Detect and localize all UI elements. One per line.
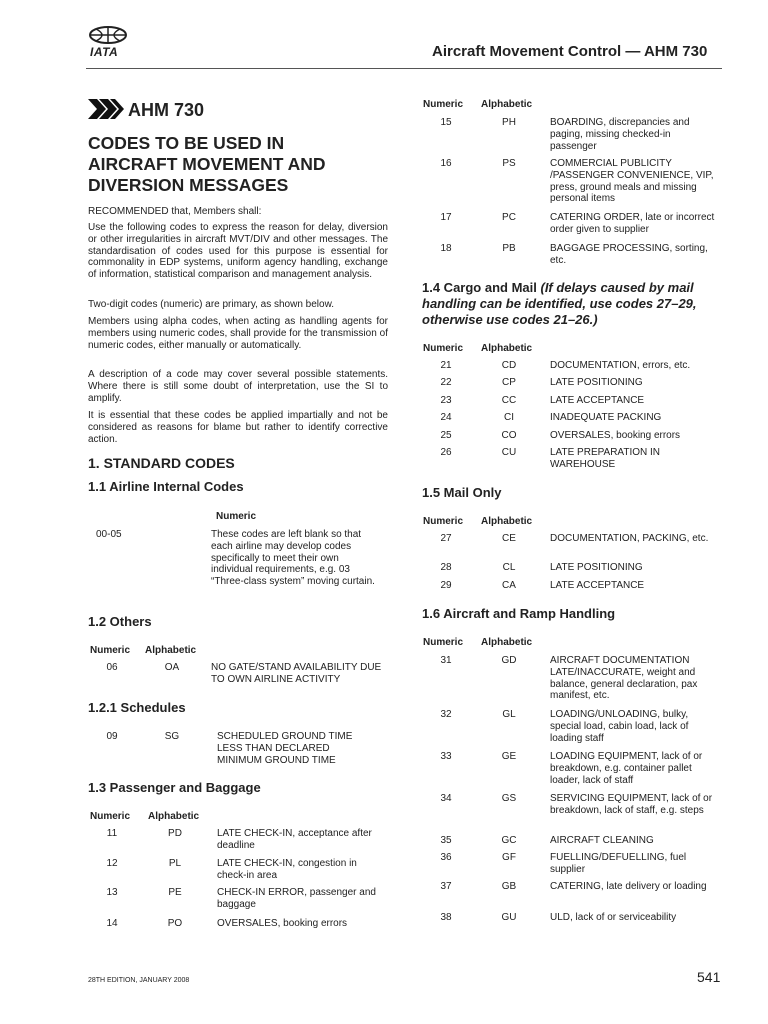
code-description: LATE POSITIONING	[550, 377, 643, 388]
code-numeric: 29	[440, 580, 452, 591]
header-divider	[86, 68, 722, 69]
title-line: CODES TO BE USED IN	[88, 133, 285, 153]
code-alphabetic: GF	[502, 852, 516, 863]
code-description: SCHEDULED GROUND TIME LESS THAN DECLARED MINIMUM GROUND TIME	[217, 731, 353, 766]
column-header-alphabetic: Alphabetic	[481, 343, 533, 354]
code-description: LATE ACCEPTANCE	[550, 580, 645, 591]
code-alphabetic: PE	[168, 887, 182, 898]
code-numeric: 24	[440, 412, 452, 423]
code-description: FUELLING/DEFUELLING, fuel supplier	[550, 852, 687, 875]
page-number: 541	[697, 969, 721, 985]
page-title	[88, 133, 388, 196]
code-numeric: 14	[106, 918, 118, 929]
subsection-heading: 1.2.1 Schedules	[88, 700, 186, 715]
code-numeric: 34	[440, 793, 452, 804]
code-alphabetic: CC	[501, 395, 517, 406]
globe-icon	[86, 26, 136, 46]
code-alphabetic: CO	[501, 430, 517, 441]
code-numeric: 09	[106, 731, 118, 742]
code-alphabetic: PH	[502, 117, 516, 128]
code-alphabetic: GE	[501, 751, 517, 762]
code-description: LATE PREPARATION IN WAREHOUSE	[550, 447, 661, 470]
paragraph: RECOMMENDED that, Members shall:	[88, 206, 262, 217]
column-header-numeric: Numeric	[216, 511, 257, 522]
code-alphabetic: GD	[501, 655, 517, 666]
code-alphabetic: GB	[501, 881, 517, 892]
code-numeric: 18	[440, 243, 452, 254]
code-numeric: 32	[440, 709, 452, 720]
code-numeric: 13	[106, 887, 118, 898]
code-alphabetic: PL	[168, 858, 182, 869]
code-description: BOARDING, discrepancies and paging, missing checked-in passenger	[550, 117, 690, 152]
paragraph: A description of a code may cover several possible statements. Where there is still some doubt of interpretation, use the SI to amplify.	[88, 369, 388, 404]
code-alphabetic: CE	[502, 533, 516, 544]
code-numeric: 12	[106, 858, 118, 869]
iata-logo	[86, 26, 136, 60]
code-numeric: 28	[440, 562, 452, 573]
code-numeric: 38	[440, 912, 452, 923]
code-description: CATERING, late delivery or loading	[550, 881, 707, 892]
code-alphabetic: CL	[502, 562, 516, 573]
column-header-numeric: Numeric	[423, 516, 464, 527]
code-numeric: 17	[440, 212, 452, 223]
code-alphabetic: CI	[504, 412, 514, 423]
code-numeric: 36	[440, 852, 452, 863]
code-alphabetic: PC	[502, 212, 516, 223]
subsection-note: (If delays caused by mail handling can be identified, use codes 27–29, otherwise use codes 21–26.)	[422, 280, 697, 327]
code-alphabetic: PB	[502, 243, 516, 254]
logo-text: IATA	[90, 45, 119, 59]
code-alphabetic: GU	[501, 912, 517, 923]
code-numeric: 23	[440, 395, 452, 406]
code-description: LATE ACCEPTANCE	[550, 395, 645, 406]
code-numeric: 31	[440, 655, 452, 666]
title-line: AIRCRAFT MOVEMENT AND	[88, 154, 326, 174]
code-alphabetic: PS	[502, 158, 516, 169]
column-header-numeric: Numeric	[423, 99, 464, 110]
code-alphabetic: CA	[502, 580, 516, 591]
code-numeric: 06	[106, 662, 118, 673]
paragraph: Members using alpha codes, when acting as handling agents for members using numeric codes, shall provide for the transmission of numeric codes, either manually or automatically.	[88, 316, 388, 351]
code-numeric: 37	[440, 881, 452, 892]
code-numeric: 00-05	[96, 529, 122, 540]
code-description: LATE POSITIONING	[550, 562, 643, 573]
chevron-arrows-icon	[88, 99, 126, 119]
code-description: ULD, lack of or serviceability	[550, 912, 677, 923]
code-description: INADEQUATE PACKING	[550, 412, 662, 423]
code-alphabetic: OA	[164, 662, 180, 673]
subsection-heading: 1.2 Others	[88, 614, 152, 629]
column-header-numeric: Numeric	[423, 637, 464, 648]
subsection-heading	[422, 280, 722, 328]
title-line: DIVERSION MESSAGES	[88, 175, 289, 195]
code-alphabetic: GS	[501, 793, 517, 804]
code-description: OVERSALES, booking errors	[217, 918, 348, 929]
code-description: LOADING EQUIPMENT, lack of or breakdown, e.g. container pallet loader, lack of staff	[550, 751, 703, 786]
column-header-numeric: Numeric	[423, 343, 464, 354]
code-numeric: 21	[440, 360, 452, 371]
code-alphabetic: CP	[502, 377, 516, 388]
column-header-alphabetic: Alphabetic	[148, 811, 200, 822]
code-description: These codes are left blank so that each airline may develop codes specifically to meet their own individual requirements, e.g. 03 “Three-class system” moving curtain.	[211, 529, 375, 588]
column-header-alphabetic: Alphabetic	[481, 516, 533, 527]
code-numeric: 35	[440, 835, 452, 846]
code-description: COMMERCIAL PUBLICITY /PASSENGER CONVENIENCE, VIP, press, ground meals and missing personal items	[550, 158, 714, 205]
code-numeric: 15	[440, 117, 452, 128]
code-description: SERVICING EQUIPMENT, lack of or breakdown, lack of staff, e.g. steps	[550, 793, 713, 816]
subsection-heading: 1.6 Aircraft and Ramp Handling	[422, 606, 616, 621]
paragraph: Use the following codes to express the reason for delay, diversion or other irregularities in aircraft MVT/DIV and other messages. The standardisation of codes used for this purpose is essential for commonality in EDP systems, uniform agency handling, exchange of information, statistical comparison and management analysis.	[88, 222, 388, 281]
code-numeric: 11	[106, 828, 118, 839]
code-alphabetic: CD	[501, 360, 517, 371]
code-alphabetic: GL	[502, 709, 516, 720]
subsection-heading: 1.3 Passenger and Baggage	[88, 780, 261, 795]
code-alphabetic: CU	[501, 447, 517, 458]
code-description: DOCUMENTATION, errors, etc.	[550, 360, 691, 371]
code-numeric: 33	[440, 751, 452, 762]
column-header-numeric: Numeric	[90, 645, 131, 656]
code-numeric: 22	[440, 377, 452, 388]
code-alphabetic: PO	[167, 918, 183, 929]
paragraph: It is essential that these codes be applied impartially and not be considered as reasons for blame but rather to identify corrective action.	[88, 410, 388, 445]
section-heading: 1. STANDARD CODES	[88, 455, 235, 471]
code-numeric: 27	[440, 533, 452, 544]
code-description: CHECK-IN ERROR, passenger and baggage	[217, 887, 376, 910]
column-header-numeric: Numeric	[90, 811, 131, 822]
code-description: LATE CHECK-IN, acceptance after deadline	[217, 828, 372, 851]
code-description: AIRCRAFT CLEANING	[550, 835, 654, 846]
code-description: NO GATE/STAND AVAILABILITY DUE TO OWN AIRLINE ACTIVITY	[211, 662, 382, 685]
column-header-alphabetic: Alphabetic	[145, 645, 197, 656]
column-header-alphabetic: Alphabetic	[481, 99, 533, 110]
column-header-alphabetic: Alphabetic	[481, 637, 533, 648]
edition-footer: 28TH EDITION, JANUARY 2008	[88, 977, 190, 984]
subsection-heading: 1.5 Mail Only	[422, 485, 502, 500]
code-numeric: 25	[440, 430, 452, 441]
code-description: LOADING/UNLOADING, bulky, special load, cabin load, lack of loading staff	[550, 709, 689, 744]
code-description: BAGGAGE PROCESSING, sorting, etc.	[550, 243, 708, 266]
subsection-title: 1.4 Cargo and Mail	[422, 280, 541, 295]
code-description: DOCUMENTATION, PACKING, etc.	[550, 533, 709, 544]
subsection-heading: 1.1 Airline Internal Codes	[88, 479, 244, 494]
code-numeric: 16	[440, 158, 452, 169]
code-description: LATE CHECK-IN, congestion in check-in area	[217, 858, 357, 881]
code-alphabetic: SG	[164, 731, 180, 742]
code-alphabetic: GC	[501, 835, 517, 846]
code-alphabetic: PD	[168, 828, 182, 839]
paragraph: Two-digit codes (numeric) are primary, as shown below.	[88, 299, 335, 310]
running-header-title: Aircraft Movement Control — AHM 730	[432, 43, 708, 60]
code-description: AIRCRAFT DOCUMENTATION LATE/INACCURATE, weight and balance, general declaration, pax manifest, etc.	[550, 655, 698, 702]
document-code: AHM 730	[128, 100, 205, 120]
code-numeric: 26	[440, 447, 452, 458]
code-description: CATERING ORDER, late or incorrect order given to supplier	[550, 212, 715, 235]
code-description: OVERSALES, booking errors	[550, 430, 681, 441]
